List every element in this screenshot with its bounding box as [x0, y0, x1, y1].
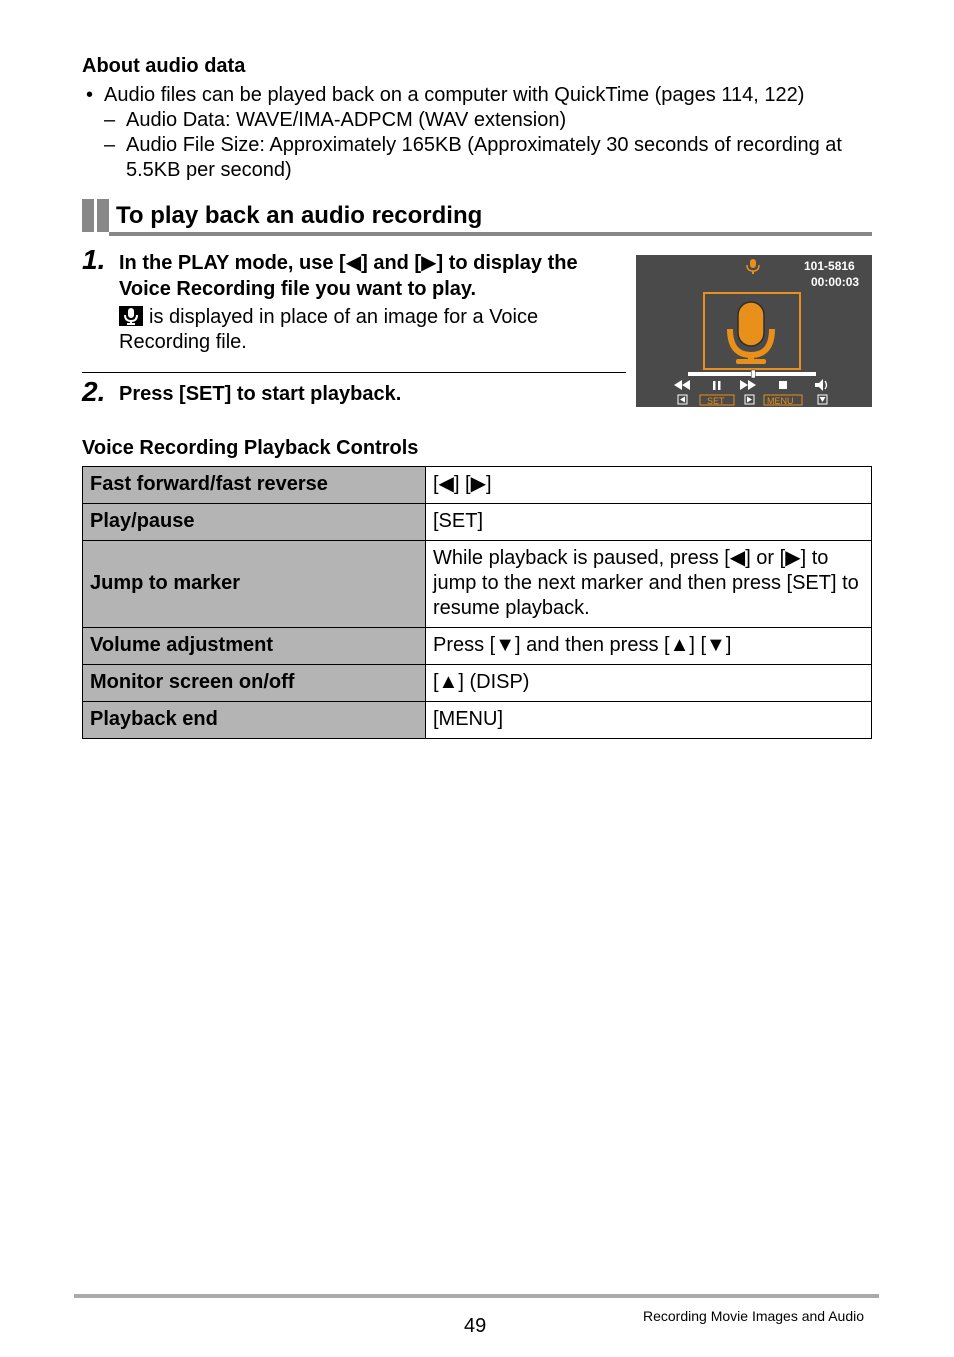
control-buttons: [SET]	[426, 504, 872, 541]
table-row	[83, 702, 872, 739]
pause-icon	[718, 381, 721, 390]
dash-marker: –	[104, 109, 116, 131]
table-row	[83, 628, 872, 665]
table-row	[83, 541, 872, 628]
step-1-text: In the PLAY mode, use [◀] and [▶] to display the Voice Recording file you want to play.	[119, 252, 578, 300]
dash-marker: –	[104, 134, 116, 156]
step-divider	[82, 372, 626, 373]
control-name: Volume adjustment	[83, 628, 426, 665]
section-stripe	[82, 199, 94, 232]
audio-data-format: Audio Data: WAVE/IMA-ADPCM (WAV extension)	[126, 109, 567, 131]
section-stripe	[97, 199, 109, 232]
about-audio-heading: About audio data	[82, 55, 246, 77]
bullet-marker: •	[86, 84, 94, 106]
step-1-note-text: is displayed in place of an image for a Voice Recording file.	[119, 306, 539, 353]
control-name: Playback end	[83, 702, 426, 739]
control-buttons: [MENU]	[426, 702, 872, 739]
bullet-text: Audio files can be played back on a computer with QuickTime (pages 114, 122)	[104, 84, 805, 106]
table-row	[83, 504, 872, 541]
control-name: Play/pause	[83, 504, 426, 541]
table-row	[83, 467, 872, 504]
page-number: 49	[464, 1315, 487, 1337]
camera-screen	[636, 255, 872, 407]
set-button-label: SET	[707, 396, 725, 406]
step-2-text: Press [SET] to start playback.	[119, 383, 402, 405]
control-name: Monitor screen on/off	[83, 665, 426, 702]
control-buttons: While playback is paused, press [◀] or [▶] to jump to the next marker and then press [SET] to resume playback.	[426, 541, 872, 628]
camera-screen-graphic	[636, 255, 872, 407]
footer-rule	[74, 1294, 879, 1298]
section-title: To play back an audio recording	[116, 202, 483, 229]
control-name: Jump to marker	[83, 541, 426, 628]
controls-table-title: Voice Recording Playback Controls	[82, 437, 419, 459]
file-number: 101-5816	[804, 259, 855, 273]
stop-icon	[779, 381, 787, 389]
pause-icon	[713, 381, 716, 390]
progress-marker	[751, 370, 755, 378]
control-buttons: [▲] (DISP)	[426, 665, 872, 702]
control-buttons: Press [▼] and then press [▲] [▼]	[426, 628, 872, 665]
control-buttons: [◀] [▶]	[426, 467, 872, 504]
elapsed-time: 00:00:03	[811, 275, 860, 289]
playback-controls-table	[82, 466, 872, 739]
microphone-icon	[119, 306, 143, 326]
footer-section-name: Recording Movie Images and Audio	[643, 1308, 865, 1324]
step-1-note	[119, 305, 619, 355]
section-heading	[82, 199, 872, 236]
audio-file-size: Audio File Size: Approximately 165KB (Approximately 30 seconds of recording at 5.5KB per second)	[126, 134, 842, 181]
step-2-number: 2.	[82, 376, 106, 407]
menu-button-label: MENU	[767, 396, 794, 406]
step-1-number: 1.	[82, 244, 106, 275]
section-underline	[109, 232, 872, 236]
table-row	[83, 665, 872, 702]
control-name: Fast forward/fast reverse	[83, 467, 426, 504]
